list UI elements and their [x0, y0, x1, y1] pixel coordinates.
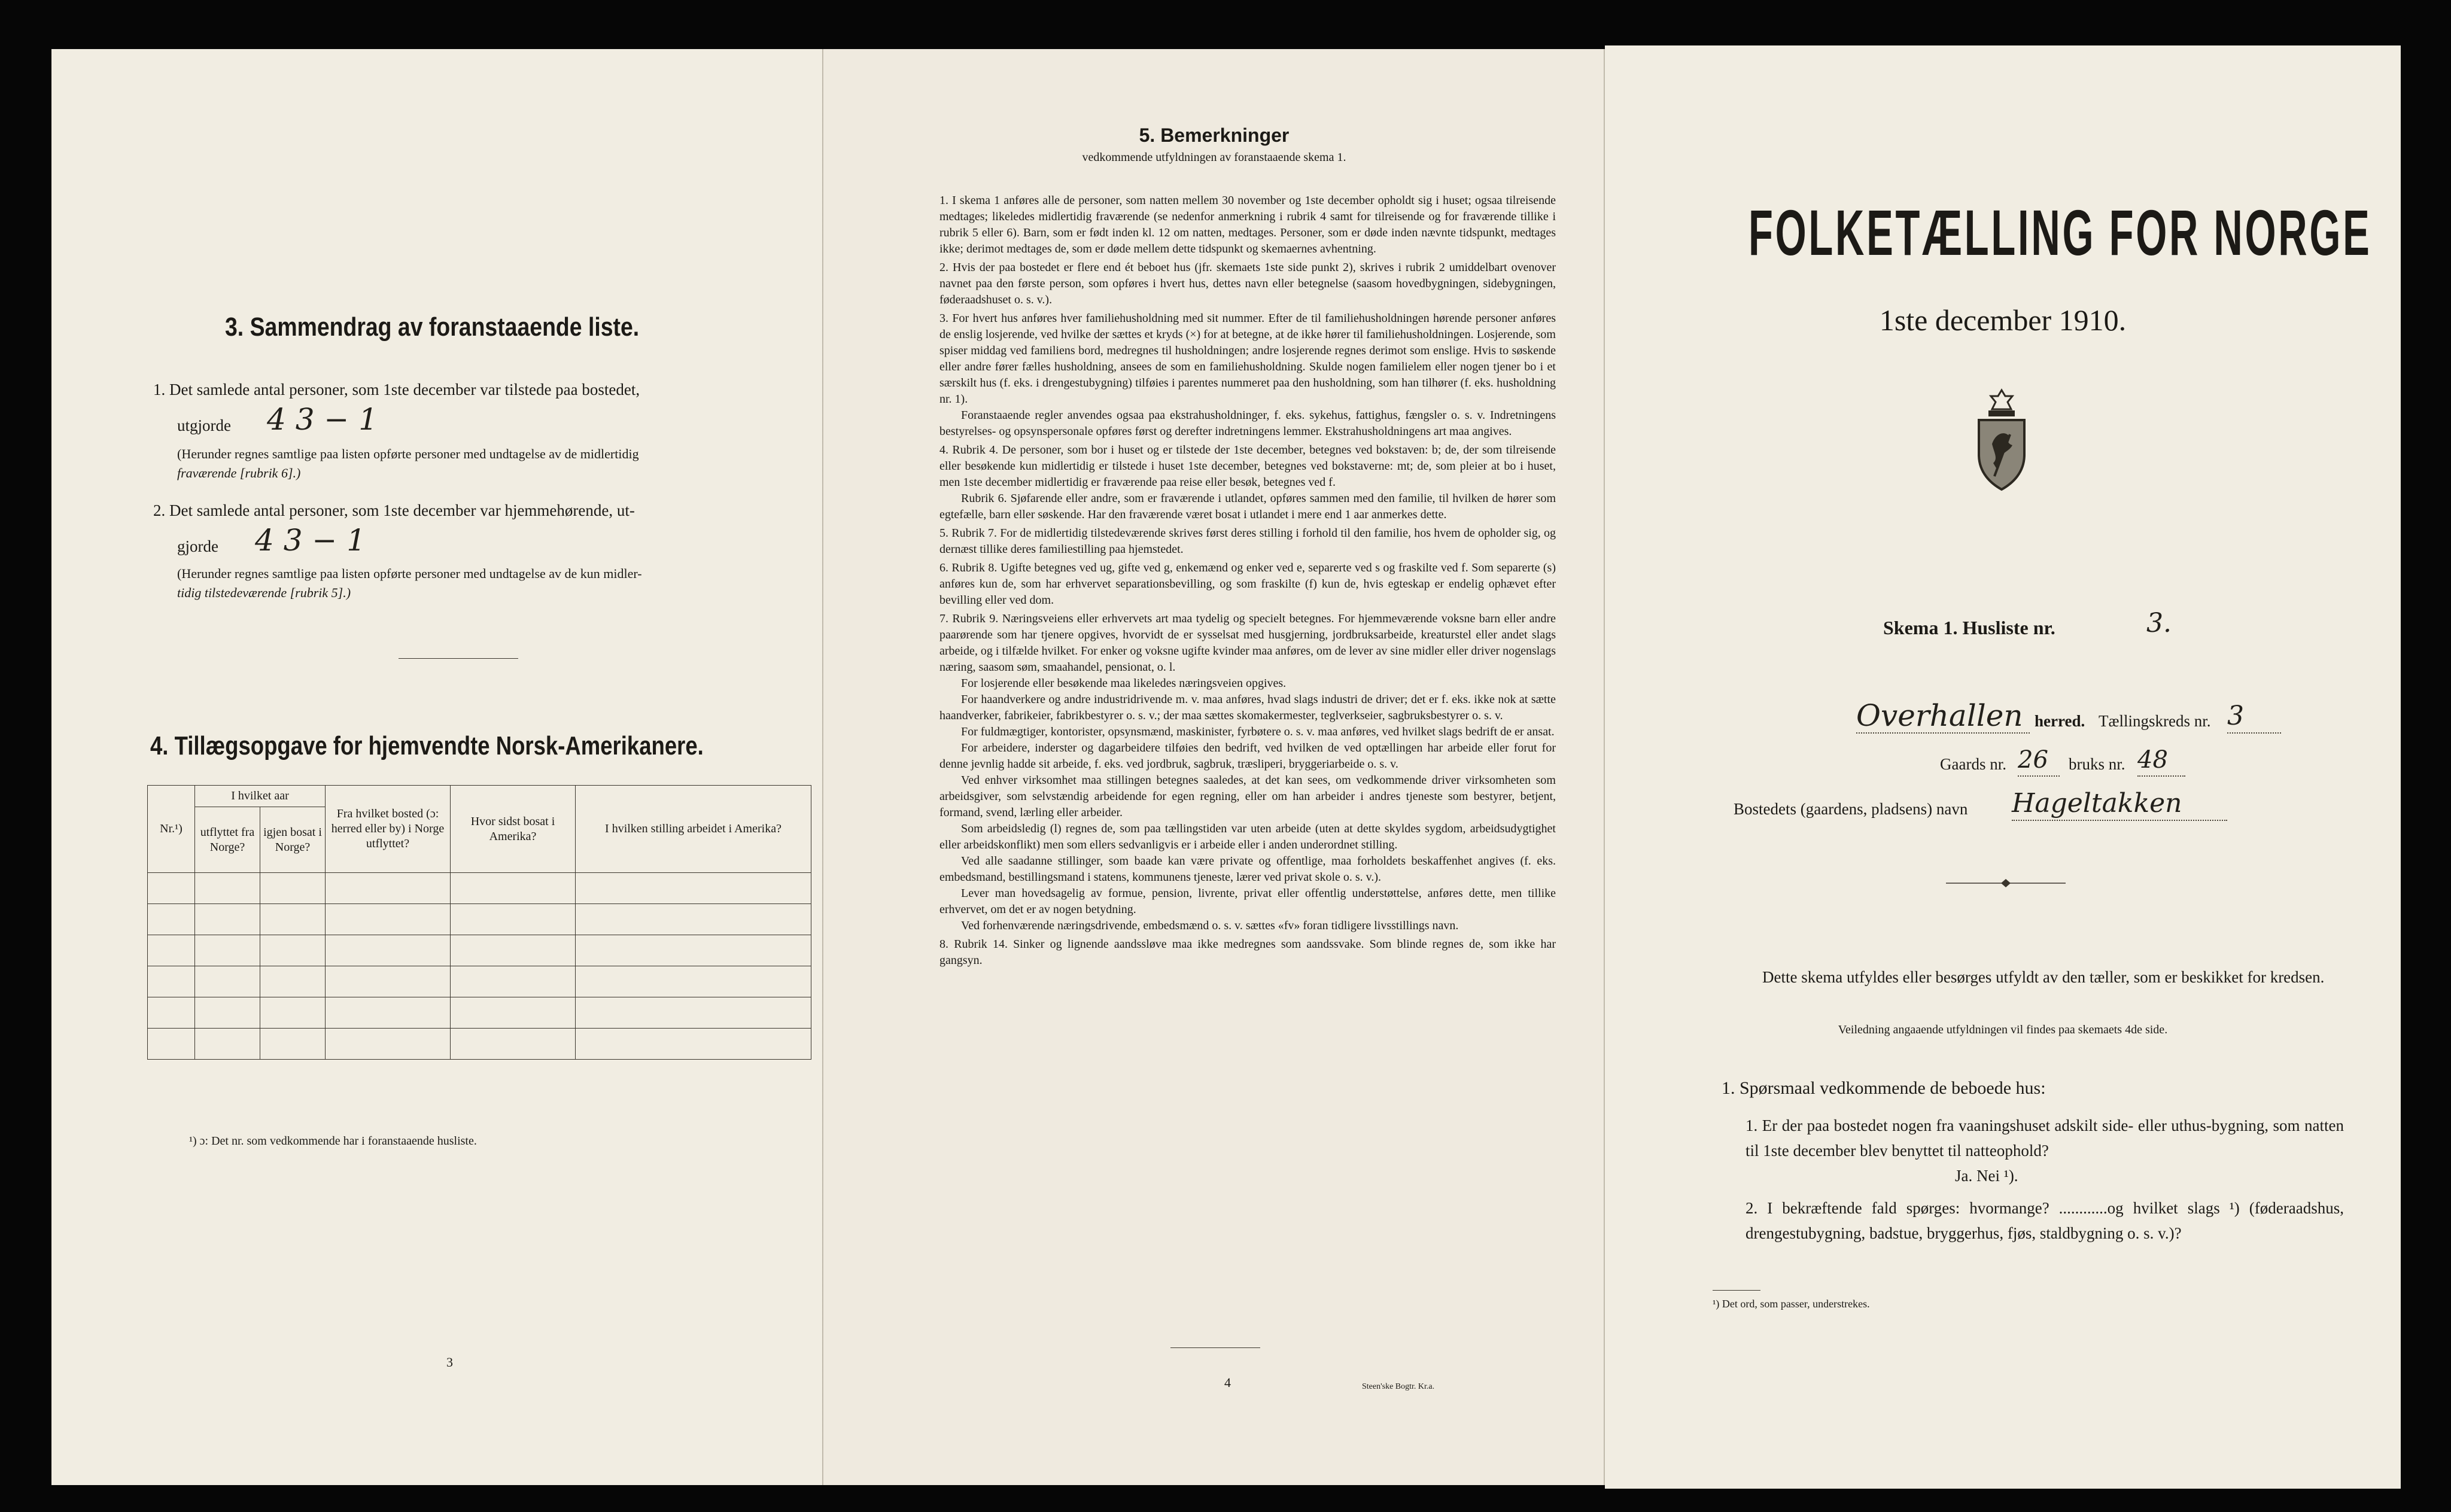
- bemerkninger-list: [939, 193, 1556, 969]
- page-number-4: 4: [1224, 1375, 1231, 1390]
- item1-note-a: (Herunder regnes samtlige paa listen opførte personer med undtagelse av de midlertidig: [177, 446, 639, 461]
- husliste-nr: 3.: [2146, 608, 2172, 638]
- table-row: [148, 997, 811, 1029]
- page-number-3: 3: [446, 1355, 453, 1370]
- table-row: [148, 1029, 811, 1060]
- item2-text: 2. Det samlede antal personer, som 1ste december var hjemmehørende, ut-: [153, 501, 635, 519]
- bosted-value: Hageltakken: [2012, 787, 2227, 821]
- intro-note: Veiledning angaaende utfyldningen vil findes paa skemaets 4de side.: [1838, 1023, 2168, 1036]
- remark-3: 3. For hvert hus anføres hver familiehusholdning med sit nummer. Efter de til familiehusholdningen hørende personer anføres de enslig losjerende, ved hvilke der sættes et kryds (×) for at betegne, at de ikke hører til familiehusholdningen. Losjerende, som spiser middag ved familiens bord, medregnes til husholdningen; andre losjerende regnes derimot som enslige. Hvis to søskende eller andre fører fælles husholdning, ansees de som en familiehusholdning. Skulde nogen familielem eller nogen tjener bo i et særskilt hus (f. eks. i drengestubygning) tilføies i parentes nummeret paa den husholdning, som han tilhører (f. eks. husholdning nr. 1).: [939, 312, 1556, 406]
- table-row: [148, 966, 811, 997]
- remark-7g: Som arbeidsledig (l) regnes de, som paa tællingstiden var uten arbeide (uten at dette skyldes sygdom, arbeidsudygtighet eller arbeidskonflikt) men som ellers sedvanligvis er i arbeide eller i anden underordnet stilling.: [939, 822, 1556, 851]
- item2-note-a: (Herunder regnes samtlige paa listen opførte personer med undtagelse av de kun midler-: [177, 566, 642, 581]
- col-emigrated: utflyttet fra Norge?: [195, 807, 260, 873]
- remark-7j: Ved forhenværende næringsdrivende, embedsmænd o. s. v. sættes «fv» foran tidligere livsstillings navn.: [961, 919, 1459, 932]
- remark-7: 7. Rubrik 9. Næringsveiens eller erhvervets art maa tydelig og specielt betegnes. For hjemmeværende voksne barn eller andre paarørende som har tjenere opgives, hvorvidt de er sysselsat med husgjerning, jordbruksarbeide, kreaturstel eller andet slags arbeide, og i tilfælde hvilket. For enker og voksne ugifte kvinder maa anføres, om de lever av sine midler eller driver nogenslags næring, saasom søm, smaahandel, pensionat, o. l.: [939, 612, 1556, 674]
- norsk-amerikaner-table: [147, 785, 811, 1060]
- bruks-value: 48: [2137, 744, 2185, 777]
- item1-value: 4 3 − 1: [267, 402, 378, 437]
- item1-note-b: fraværende [rubrik 6].): [177, 466, 301, 480]
- kreds-label: Tællingskreds nr.: [2099, 712, 2211, 730]
- item1-prefix: utgjorde: [177, 416, 231, 434]
- divider: [1170, 1347, 1260, 1348]
- census-date: 1ste december 1910.: [1879, 303, 2127, 337]
- table-row: [148, 935, 811, 966]
- item2-prefix: gjorde: [177, 537, 218, 555]
- section4-heading: 4. Tillægsopgave for hjemvendte Norsk-Amerikanere.: [150, 731, 704, 760]
- table-row: [148, 904, 811, 935]
- page-right: [1605, 45, 2401, 1489]
- question-1: 1. Er der paa bostedet nogen fra vaaningshuset adskilt side- eller uthus-bygning, som natten til 1ste december blev benyttet til natteophold?: [1745, 1116, 2344, 1160]
- remark-7d: For fuldmægtiger, kontorister, opsynsmænd, maskinister, fyrbøtere o. s. v. maa anføres, ved hvilket slags bedrift de er ansat.: [961, 725, 1555, 738]
- herred-value: Overhallen: [1856, 699, 2030, 734]
- gaards-label: Gaards nr.: [1940, 755, 2006, 773]
- bemerkninger-subheading: vedkommende utfyldningen av foranstaaende skema 1.: [1082, 151, 1346, 164]
- remark-3b: Foranstaaende regler anvendes ogsaa paa ekstrahusholdninger, f. eks. sykehus, fattighus, fængsler o. s. v. Indretningens bestyrelses- og opsynspersonale opføres først og derefter indretningens lemmer. Ekstrahusholdningens art maa angives.: [939, 409, 1556, 438]
- table-footnote: ¹) ɔ: Det nr. som vedkommende har i foranstaaende husliste.: [189, 1134, 477, 1148]
- remark-2: 2. Hvis der paa bostedet er flere end ét beboet hus (jfr. skemaets 1ste side punkt 2), skrives i rubrik 2 umiddelbart ovenover navnet paa den første person, som opføres i hvert hus, dettes navn eller betegnelse (saasom hovedbygningen, sidebygningen, føderaadshuset o. s. v.).: [939, 261, 1556, 306]
- intro-text: Dette skema utfyldes eller besørges utfyldt av den tæller, som er beskikket for kredsen.: [1762, 968, 2325, 986]
- col-last-home: Hvor sidst bosat i Amerika?: [451, 786, 576, 873]
- cover-footnote: ¹) Det ord, som passer, understrekes.: [1713, 1298, 1870, 1310]
- gaards-value: 26: [2018, 744, 2060, 777]
- section3-heading: 3. Sammendrag av foranstaaende liste.: [225, 312, 640, 342]
- bosted-label: Bostedets (gaardens, pladsens) navn: [1734, 800, 1968, 818]
- question-2: 2. I bekræftende fald spørges: hvormange? ............og hvilket slags ¹) (føderaadshus, drengestubygning, badstue, bryggerhus, fjøs, staldbygning o. s. v.)?: [1745, 1199, 2344, 1242]
- remark-4: 4. Rubrik 4. De personer, som bor i huset og er tilstede der 1ste december, betegnes ved bokstaven: b; de, der som tilreisende eller besøkende kun midlertidig er tilstede i huset 1ste december, betegnes ved bokstaverne: mt; de, som pleier at bo i huset, men 1ste december midlertidig er fraværende paa reise eller besøk, betegnes ved f.: [939, 443, 1556, 489]
- questions-heading: 1. Spørsmaal vedkommende de beboede hus:: [1722, 1078, 2046, 1098]
- divider: [399, 658, 518, 659]
- bemerkninger-heading: 5. Bemerkninger: [1139, 124, 1290, 146]
- remark-8: 8. Rubrik 14. Sinker og lignende aandssløve maa ikke medregnes som aandssvake. Som blinde regnes de, som ikke har gangsyn.: [939, 938, 1556, 967]
- document-title: FOLKETÆLLING FOR NORGE: [1748, 196, 2372, 269]
- kreds-value: 3: [2227, 700, 2281, 734]
- page-left: [51, 49, 823, 1485]
- col-group-year: I hvilket aar: [195, 786, 326, 807]
- col-occupation: I hvilken stilling arbeidet i Amerika?: [576, 786, 811, 873]
- remark-5: 5. Rubrik 7. For de midlertidig tilstedeværende skrives først deres stilling i forhold til den familie, hos hvem de opholder sig, og dernæst tillike deres familiestilling paa hjemstedet.: [939, 527, 1556, 556]
- divider: [1713, 1290, 1760, 1291]
- item2-value: 4 3 − 1: [255, 523, 366, 558]
- remark-7f: Ved enhver virksomhet maa stillingen betegnes saaledes, at det kan sees, om vedkommende driver virksomheten som arbeidsgiver, som selvstændig arbeidende for egen regning, eller om han arbeider i andres tjeneste som bestyrer, betjent, formand, svend, lærling eller arbeider.: [939, 774, 1556, 819]
- bruks-label: bruks nr.: [2069, 755, 2125, 773]
- question-1-answer: Ja. Nei ¹).: [1955, 1167, 2018, 1185]
- item1-text: 1. Det samlede antal personer, som 1ste december var tilstede paa bostedet,: [153, 381, 640, 398]
- remark-7e: For arbeidere, inderster og dagarbeidere tilføies den bedrift, ved hvilken de ved optællingen har arbeide eller forut for denne jevnlig hadde sit arbeide, f. eks. ved jordbruk, sagbruk, træsliperi, bryggeriarbeide o. s. v.: [939, 741, 1556, 771]
- remark-7h: Ved alle saadanne stillinger, som baade kan være private og offentlige, maa forholdets beskaffenhet angives (f. eks. embedsmand, bestillingsmand i statens, kommunens tjeneste, lærer ved privat skole o. s. v.).: [939, 854, 1556, 884]
- item2-note-b: tidig tilstedeværende [rubrik 5].): [177, 585, 351, 600]
- remark-1: 1. I skema 1 anføres alle de personer, som natten mellem 30 november og 1ste december opholdt sig i huset; ogsaa tilreisende medtages; likeledes midlertidig fraværende (se nedenfor anmerkning i rubrik 4 samt for tilreisende og for fraværende tillike i rubrik 5 eller 6). Barn, som er født inden kl. 12 om natten, medtages. Personer, som er døde inden nævnte tidspunkt, medtages ikke; derimot medtages de, som er døde mellem dette tidspunkt og skemaernes avhentning.: [939, 194, 1556, 255]
- remark-7b: For losjerende eller besøkende maa likeledes næringsveien opgives.: [961, 677, 1287, 690]
- coat-of-arms-icon: [1974, 387, 2029, 494]
- col-from-where: Fra hvilket bosted (ɔ: herred eller by) i Norge utflyttet?: [326, 786, 451, 873]
- ornament-icon: [1946, 877, 2066, 889]
- col-nr: Nr.¹): [148, 786, 195, 873]
- page-middle: [823, 49, 1605, 1485]
- herred-label: herred.: [2035, 712, 2085, 730]
- printer-mark: Steen'ske Bogtr. Kr.a.: [1362, 1382, 1435, 1391]
- skema-label: Skema 1. Husliste nr.: [1883, 617, 2055, 638]
- remark-7i: Lever man hovedsagelig av formue, pension, livrente, privat eller offentlig understøttelse, anføres dette, men tillike erhvervet, om det er av nogen betydning.: [939, 887, 1556, 916]
- remark-6: 6. Rubrik 8. Ugifte betegnes ved ug, gifte ved g, enkemænd og enker ved e, separerte ved s og fraskilte ved f. Som separerte (s) anføres kun de, som har erhvervet separationsbevilling, og som fraskilte (f) kun de, hvis egteskap er endelig ophævet efter bevilling eller ved dom.: [939, 561, 1556, 607]
- remark-7c: For haandverkere og andre industridrivende m. v. maa anføres, hvad slags industri de driver; det er f. eks. ikke nok at sætte haandverker, fabrikeier, fabrikbestyrer o. s. v.; der maa sættes skomakermester, teglverkseier, sagbruksbestyrer o. s. v.: [939, 693, 1556, 722]
- remark-4b: Rubrik 6. Sjøfarende eller andre, som er fraværende i utlandet, opføres sammen med den familie, til hvilken de hører som egtefælle, barn eller søskende. Har den fraværende været bosat i utlandet i mere end 1 aar anmerkes dette.: [939, 492, 1556, 521]
- col-returned: igjen bosat i Norge?: [260, 807, 326, 873]
- table-row: [148, 873, 811, 904]
